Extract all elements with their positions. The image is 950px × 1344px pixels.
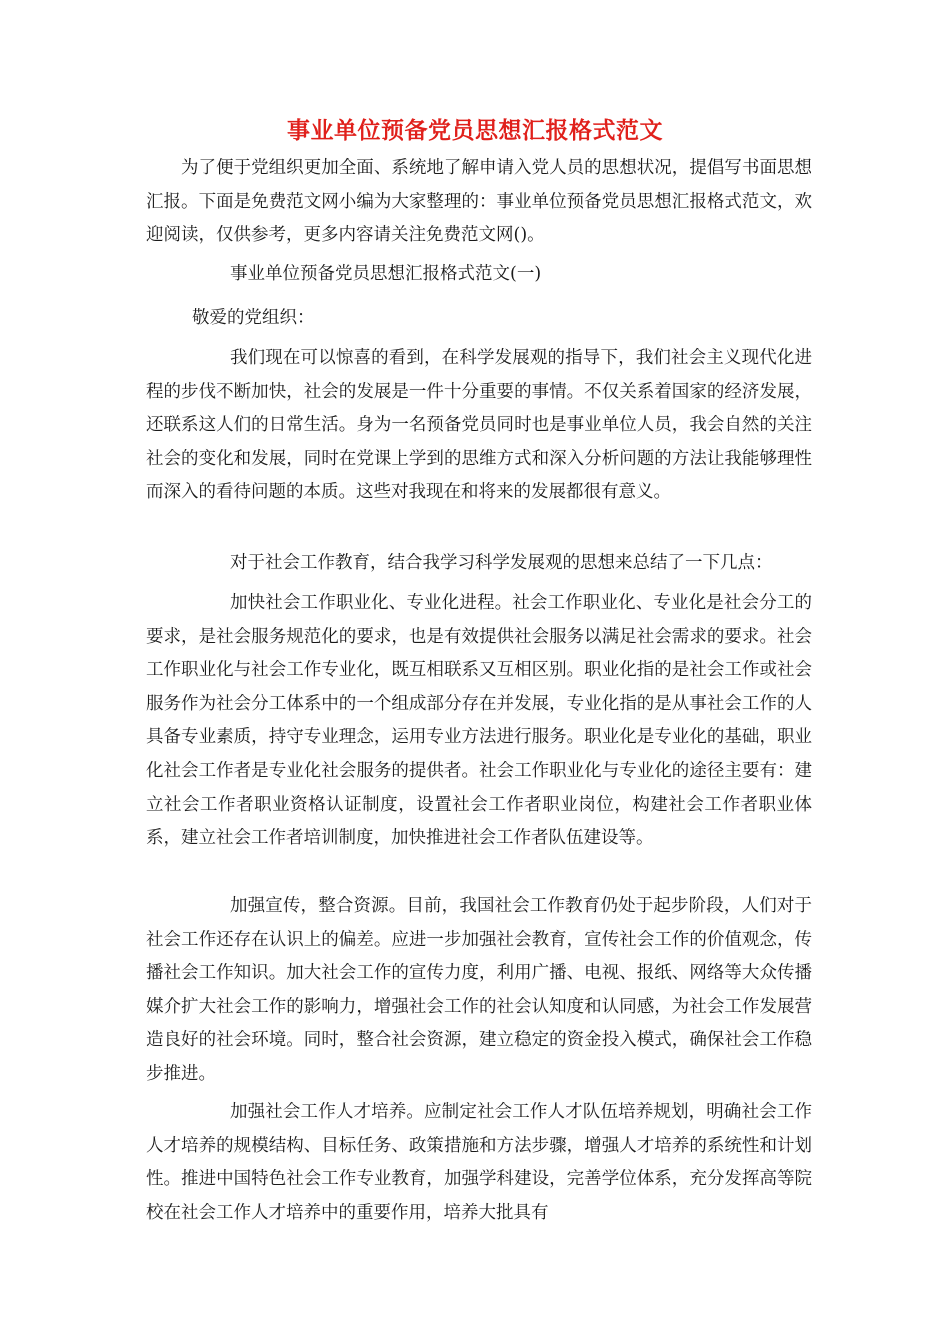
body-paragraph-4: 加强宣传，整合资源。目前，我国社会工作教育仍处于起步阶段，人们对于社会工作还存在认识上的偏差。应进一步加强社会教育，宣传社会工作的价值观念，传播社会工作知识。加大社会工作的宣传力度，利用广播、电视、报纸、网络等大众传播媒介扩大社会工作的影响力，增强社会工作的社会认知度和认同感，为社会工作发展营造良好的社会环境。同时，整合社会资源，建立稳定的资金投入模式，确保社会工作稳步推进。 xyxy=(146,896,812,1084)
body-paragraph-3: 加快社会工作职业化、专业化进程。社会工作职业化、专业化是社会分工的要求，是社会服务规范化的要求，也是有效提供社会服务以满足社会需求的要求。社会工作职业化与社会工作专业化，既互相联系又互相区别。职业化指的是社会工作或社会服务作为社会分工体系中的一个组成部分存在并发展，专业化指的是从事社会工作的人具备专业素质，持守专业理念，运用专业方法进行服务。职业化是专业化的基础，职业化社会工作者是专业化社会服务的提供者。社会工作职业化与专业化的途径主要有：建立社会工作者职业资格认证制度，设置社会工作者职业岗位，构建社会工作者职业体系，建立社会工作者培训制度，加快推进社会工作者队伍建设等。 xyxy=(146,593,812,849)
body-paragraph-1: 我们现在可以惊喜的看到，在科学发展观的指导下，我们社会主义现代化进程的步伐不断加快，社会的发展是一件十分重要的事情。不仅关系着国家的经济发展，还联系这人们的日常生活。身为一名预备党员同时也是事业单位人员，我会自然的关注社会的变化和发展，同时在党课上学到的思维方式和深入分析问题的方法让我能够理性而深入的看待问题的本质。这些对我现在和将来的发展都很有意义。 xyxy=(146,348,812,503)
section-subtitle: 事业单位预备党员思想汇报格式范文(一) xyxy=(230,264,542,284)
intro-paragraph: 为了便于党组织更加全面、系统地了解申请入党人员的思想状况，提倡写书面思想汇报。下面是免费范文网小编为大家整理的：事业单位预备党员思想汇报格式范文，欢迎阅读，仅供参考，更多内容请关注免费范文网()。 xyxy=(146,158,812,246)
document-title: 事业单位预备党员思想汇报格式范文 xyxy=(287,118,663,144)
body-paragraph-2: 对于社会工作教育，结合我学习科学发展观的思想来总结了一下几点： xyxy=(230,553,773,573)
salutation: 敬爱的党组织： xyxy=(192,308,315,328)
body-paragraph-5: 加强社会工作人才培养。应制定社会工作人才队伍培养规划，明确社会工作人才培养的规模结构、目标任务、政策措施和方法步骤，增强人才培养的系统性和计划性。推进中国特色社会工作专业教育，加强学科建设，完善学位体系，充分发挥高等院校在社会工作人才培养中的重要作用，培养大批具有 xyxy=(146,1102,812,1223)
